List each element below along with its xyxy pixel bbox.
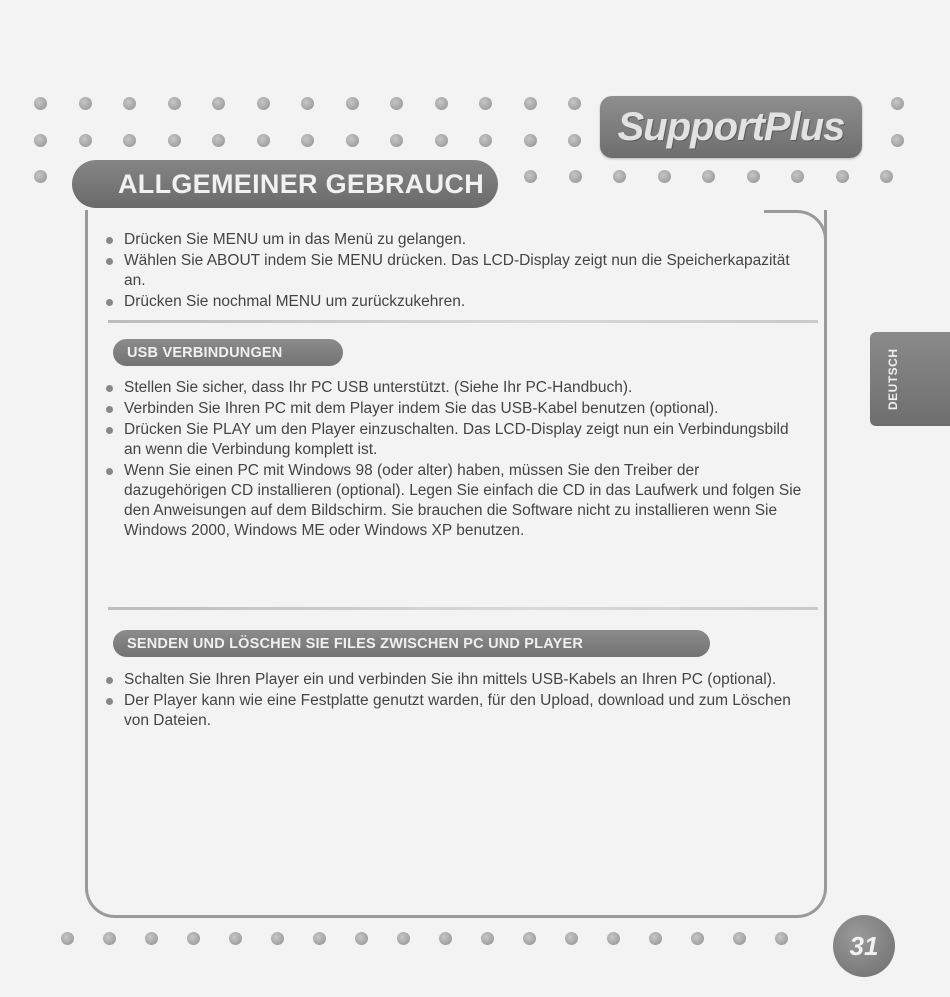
decorative-dot bbox=[301, 134, 314, 147]
decorative-dot bbox=[229, 932, 242, 945]
decorative-dot bbox=[257, 134, 270, 147]
section-title: USB VERBINDUNGEN bbox=[127, 344, 283, 361]
decorative-dot bbox=[168, 134, 181, 147]
list-item: Drücken Sie PLAY um den Player einzuschalten. Das LCD-Display zeigt nun ein Verbindungsbild an wenn die Verbindung komplett ist. bbox=[104, 420, 804, 460]
list-item: Wenn Sie einen PC mit Windows 98 (oder alter) haben, müssen Sie den Treiber der dazugehörigen CD installieren (optional). Legen Sie einfach die CD in das Laufwerk und folgen Sie den Anweisungen auf dem Bildschirm. Sie brauchen die Software nicht zu installieren wenn Sie Windows 2000, Windows ME oder Windows XP benutzen. bbox=[104, 461, 804, 541]
page-title: ALLGEMEINER GEBRAUCH bbox=[118, 168, 485, 199]
decorative-dot bbox=[607, 932, 620, 945]
decorative-dot bbox=[836, 170, 849, 183]
decorative-dot bbox=[390, 134, 403, 147]
decorative-dot bbox=[212, 97, 225, 110]
decorative-dot bbox=[891, 97, 904, 110]
decorative-dot bbox=[313, 932, 326, 945]
decorative-dot bbox=[524, 97, 537, 110]
decorative-dot bbox=[346, 97, 359, 110]
files-list bbox=[104, 670, 804, 732]
usb-list bbox=[104, 378, 804, 542]
list-item: Der Player kann wie eine Festplatte genutzt warden, für den Upload, download und zum Löschen von Dateien. bbox=[104, 691, 804, 731]
section-header-usb bbox=[113, 339, 343, 366]
decorative-dot bbox=[212, 134, 225, 147]
decorative-dot bbox=[568, 97, 581, 110]
decorative-dot bbox=[301, 97, 314, 110]
decorative-dot bbox=[79, 97, 92, 110]
decorative-dot bbox=[123, 134, 136, 147]
list-item: Wählen Sie ABOUT indem Sie MENU drücken. Das LCD-Display zeigt nun die Speicherkapazität an. bbox=[104, 251, 804, 291]
decorative-dot bbox=[613, 170, 626, 183]
decorative-dot bbox=[524, 170, 537, 183]
decorative-dot bbox=[479, 134, 492, 147]
decorative-dot bbox=[658, 170, 671, 183]
decorative-dot bbox=[397, 932, 410, 945]
section-divider bbox=[108, 607, 818, 610]
decorative-dot bbox=[355, 932, 368, 945]
decorative-dot bbox=[168, 97, 181, 110]
decorative-dot bbox=[103, 932, 116, 945]
decorative-dot bbox=[439, 932, 452, 945]
intro-list bbox=[104, 230, 804, 313]
language-tab bbox=[870, 332, 950, 426]
brand-logo bbox=[600, 96, 862, 158]
decorative-dot bbox=[791, 170, 804, 183]
decorative-dot bbox=[271, 932, 284, 945]
decorative-dot bbox=[524, 134, 537, 147]
decorative-dot bbox=[523, 932, 536, 945]
page-number-badge bbox=[833, 915, 895, 977]
section-divider bbox=[108, 320, 818, 323]
decorative-dot bbox=[61, 932, 74, 945]
decorative-dot bbox=[435, 97, 448, 110]
page-title-banner bbox=[72, 160, 498, 208]
page-number: 31 bbox=[849, 930, 879, 961]
list-item: Stellen Sie sicher, dass Ihr PC USB unterstützt. (Siehe Ihr PC-Handbuch). bbox=[104, 378, 804, 398]
decorative-dot bbox=[34, 134, 47, 147]
decorative-dot bbox=[346, 134, 359, 147]
decorative-dot bbox=[257, 97, 270, 110]
decorative-dot bbox=[34, 97, 47, 110]
decorative-dot bbox=[569, 170, 582, 183]
brand-logo-text: SupportPlus bbox=[617, 104, 845, 149]
decorative-dot bbox=[145, 932, 158, 945]
decorative-dot bbox=[481, 932, 494, 945]
section-title: SENDEN UND LÖSCHEN SIE FILES ZWISCHEN PC UND PLAYER bbox=[127, 635, 583, 652]
decorative-dot bbox=[479, 97, 492, 110]
decorative-dot bbox=[390, 97, 403, 110]
decorative-dot bbox=[649, 932, 662, 945]
list-item: Drücken Sie nochmal MENU um zurückzukehren. bbox=[104, 292, 804, 312]
decorative-dot bbox=[691, 932, 704, 945]
section-header-files bbox=[113, 630, 710, 657]
decorative-dot bbox=[565, 932, 578, 945]
list-item: Verbinden Sie Ihren PC mit dem Player indem Sie das USB-Kabel benutzen (optional). bbox=[104, 399, 804, 419]
decorative-dot bbox=[747, 170, 760, 183]
list-item: Drücken Sie MENU um in das Menü zu gelangen. bbox=[104, 230, 804, 250]
decorative-dot bbox=[702, 170, 715, 183]
language-tab-label: DEUTSCH bbox=[886, 348, 900, 410]
decorative-dot bbox=[79, 134, 92, 147]
decorative-dot bbox=[187, 932, 200, 945]
decorative-dot bbox=[891, 134, 904, 147]
decorative-dot bbox=[34, 170, 47, 183]
list-item: Schalten Sie Ihren Player ein und verbinden Sie ihn mittels USB-Kabels an Ihren PC (optional). bbox=[104, 670, 804, 690]
content-panel bbox=[85, 210, 827, 918]
decorative-dot bbox=[123, 97, 136, 110]
decorative-dot bbox=[435, 134, 448, 147]
decorative-dot bbox=[880, 170, 893, 183]
decorative-dot bbox=[568, 134, 581, 147]
decorative-dot bbox=[733, 932, 746, 945]
decorative-dot bbox=[775, 932, 788, 945]
